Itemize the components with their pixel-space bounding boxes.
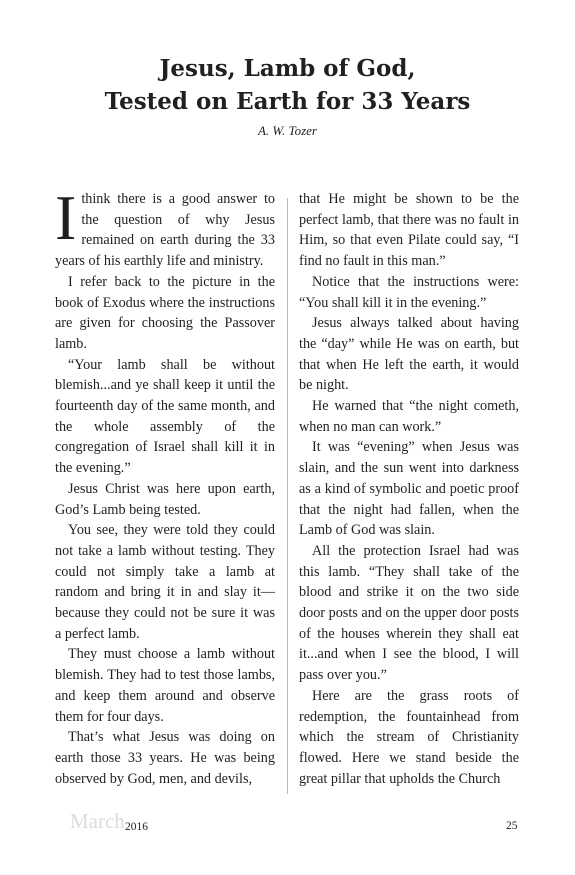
paragraph [55, 182, 275, 272]
left-column [55, 182, 275, 789]
footer-year: 2016 [125, 821, 148, 833]
footer-month: March [70, 809, 125, 833]
paragraph: Here are the grass roots of redemption, the fountainhead from which the stream of Christianity flowed. Here we stand beside the great pillar that upholds the Church [299, 687, 519, 787]
paragraph: That’s what Jesus was doing on earth those 33 years. He was being observed by God, men, and devils, [55, 729, 275, 787]
paragraph: It was “evening” when Jesus was slain, and the sun went into darkness as a kind of symbolic and poetic proof that the night had fallen, when the Lamb of God was slain. [299, 439, 519, 539]
right-column [299, 189, 519, 789]
column-divider [287, 198, 288, 794]
article-title [0, 52, 575, 118]
paragraph: Notice that the instructions were: “You shall kill it in the evening.” [299, 273, 519, 311]
paragraph: that He might be shown to be the perfect lamb, that there was no fault in Him, so that even Pilate could say, “I find no fault in this man.” [299, 191, 519, 270]
drop-cap: I [55, 182, 77, 253]
page-number: 25 [506, 820, 518, 832]
paragraph: I refer back to the picture in the book of Exodus where the instructions are given for choosing the Passover lamb. [55, 273, 275, 352]
title-line-1: Jesus, Lamb of God, [159, 55, 416, 82]
paragraph: Jesus Christ was here upon earth, God’s Lamb being tested. [55, 480, 275, 518]
paragraph-text: think there is a good answer to the question of why Jesus remained on earth during the 33 years of his earthly life and ministry. [55, 191, 275, 270]
paragraph: “Your lamb shall be without blemish...and ye shall keep it until the fourteenth day of the same month, and the whole assembly of the congregation of Israel shall kill it in the evening.” [55, 356, 275, 477]
paragraph: All the protection Israel had was this lamb. “They shall take of the blood and strike it on the two side door posts and on the upper door posts of the houses wherein they shall eat it...and when I see the blood, I will pass over you.” [299, 542, 519, 684]
paragraph: He warned that “the night cometh, when no man can work.” [299, 398, 519, 435]
article-author: A. W. Tozer [257, 123, 317, 138]
paragraph: They must choose a lamb without blemish. They had to test those lambs, and keep them around and observe them for four days. [55, 646, 275, 725]
paragraph: Jesus always talked about having the “day” while He was on earth, but that when He left the earth, it would be night. [299, 315, 519, 394]
title-line-2: Tested on Earth for 33 Years [104, 88, 471, 115]
paragraph: You see, they were told they could not take a lamb without testing. They could not simply take a lamb at random and bring it in and slay it—because they could not be sure it was a perfect lamb. [55, 522, 275, 642]
